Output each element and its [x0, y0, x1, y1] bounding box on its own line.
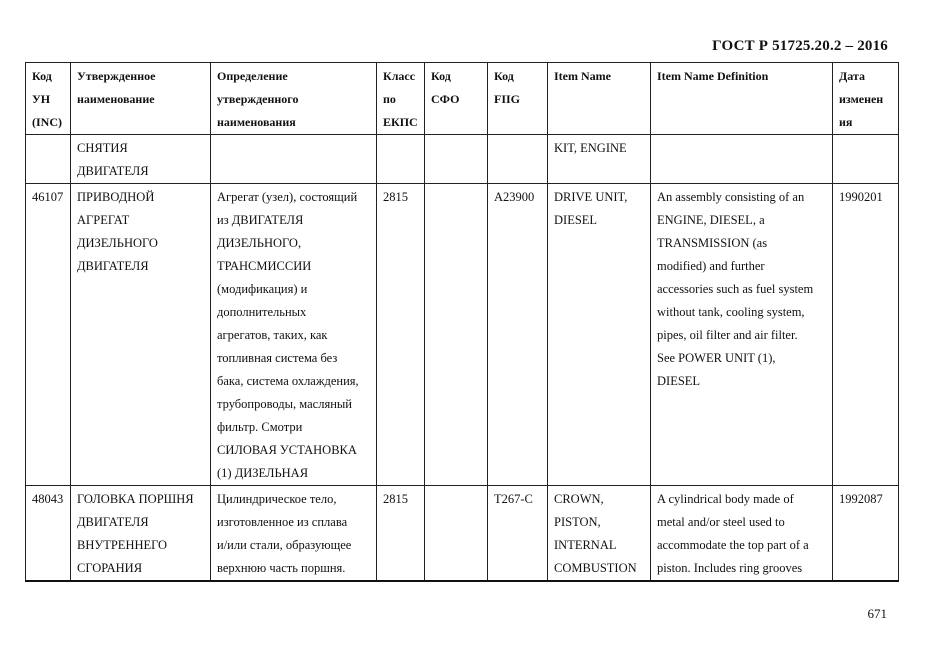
cell-definition-ru: Агрегат (узел), состоящий из ДВИГАТЕЛЯ ДИЗЕЛЬНОГО, ТРАНСМИССИИ (модификация) и дополнительных агрегатов, таких, как топливная система без бака, система охлаждения, трубопроводы, масляный фильтр. Смотри СИЛОВАЯ УСТАНОВКА (1) ДИЗЕЛЬНАЯ — [211, 184, 377, 486]
cell-item-definition: An assembly consisting of an ENGINE, DIESEL, a TRANSMISSION (as modified) and further accessories such as fuel system without tank, cooling system, pipes, oil filter and air filter. See POWER UNIT (1), DIESEL — [651, 184, 833, 486]
cell-name-ru: СНЯТИЯ ДВИГАТЕЛЯ — [71, 135, 211, 184]
col-header-definition: Определение утвержденного наименования — [211, 63, 377, 135]
page-number: 671 — [867, 606, 887, 621]
cell-date: 1990201 — [833, 184, 899, 486]
cell-date — [833, 135, 899, 184]
cell-inc: 46107 — [26, 184, 71, 486]
col-header-fiig: Код FIIG — [488, 63, 548, 135]
table-row — [26, 184, 899, 486]
cell-sfo — [425, 135, 488, 184]
col-header-item-definition: Item Name Definition — [651, 63, 833, 135]
cell-class — [377, 135, 425, 184]
cell-item-name: CROWN, PISTON, INTERNAL COMBUSTION — [548, 486, 651, 582]
cell-fiig — [488, 135, 548, 184]
cell-name-ru: ПРИВОДНОЙ АГРЕГАТ ДИЗЕЛЬНОГО ДВИГАТЕЛЯ — [71, 184, 211, 486]
cell-date: 1992087 — [833, 486, 899, 582]
cell-item-definition: A cylindrical body made of metal and/or steel used to accommodate the top part of a piston. Includes ring grooves — [651, 486, 833, 582]
document-id: ГОСТ Р 51725.20.2 – 2016 — [712, 38, 888, 54]
cell-fiig: A23900 — [488, 184, 548, 486]
col-header-class: Класс по ЕКПС — [377, 63, 425, 135]
col-header-approved-name: Утвержденное наименование — [71, 63, 211, 135]
col-header-inc: Код УН (INC) — [26, 63, 71, 135]
cell-sfo — [425, 184, 488, 486]
table-row — [26, 135, 899, 184]
cell-definition-ru — [211, 135, 377, 184]
cell-inc — [26, 135, 71, 184]
cell-inc: 48043 — [26, 486, 71, 582]
table-row — [26, 486, 899, 582]
cell-class: 2815 — [377, 486, 425, 582]
cell-sfo — [425, 486, 488, 582]
cell-definition-ru: Цилиндрическое тело, изготовленное из сплава и/или стали, образующее верхнюю часть поршня. — [211, 486, 377, 582]
table-header-row — [26, 63, 899, 135]
standard-table — [25, 62, 899, 582]
cell-item-name: DRIVE UNIT, DIESEL — [548, 184, 651, 486]
col-header-date: Дата изменен ия — [833, 63, 899, 135]
cell-class: 2815 — [377, 184, 425, 486]
cell-item-definition — [651, 135, 833, 184]
cell-fiig: T267-C — [488, 486, 548, 582]
col-header-sfo: Код СФО — [425, 63, 488, 135]
col-header-item-name: Item Name — [548, 63, 651, 135]
cell-name-ru: ГОЛОВКА ПОРШНЯ ДВИГАТЕЛЯ ВНУТРЕННЕГО СГОРАНИЯ — [71, 486, 211, 582]
cell-item-name: KIT, ENGINE — [548, 135, 651, 184]
